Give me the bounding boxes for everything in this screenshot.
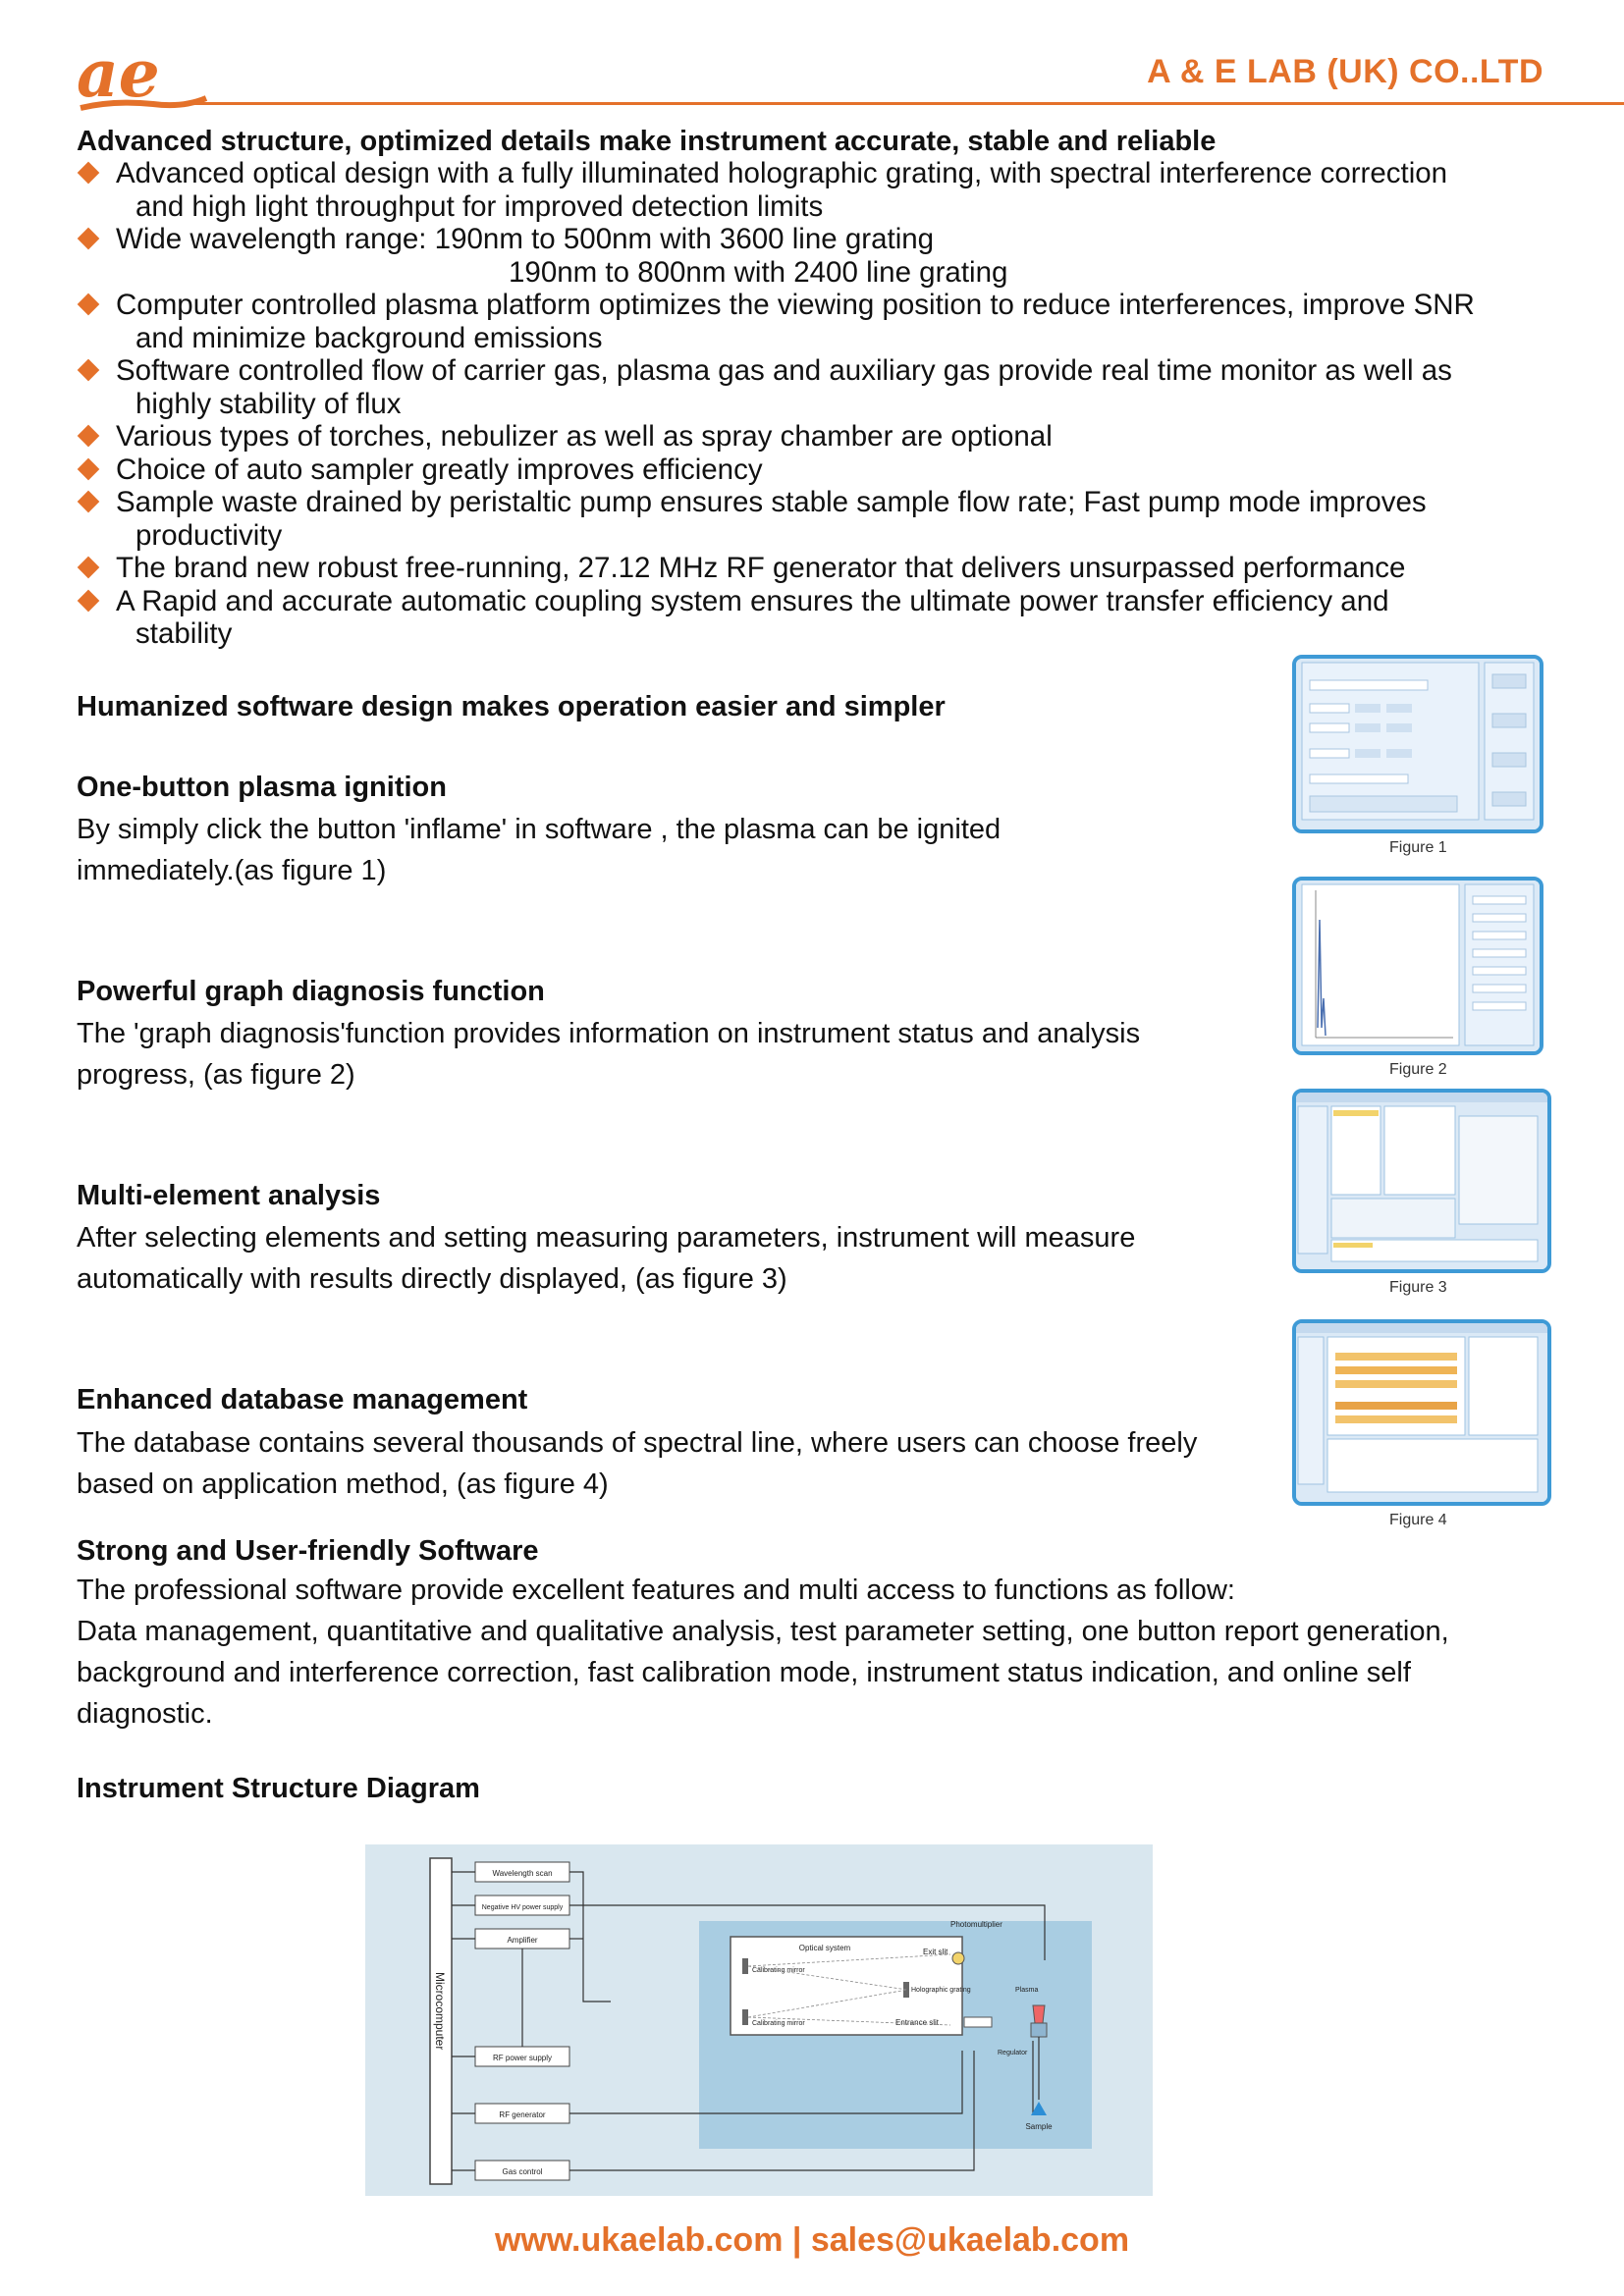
figure-caption: Figure 4	[1389, 1512, 1447, 1528]
photomultiplier-label: Photomultiplier	[950, 1920, 1002, 1929]
microcomputer-label: Microcomputer	[433, 1972, 447, 2051]
feature-bullet	[77, 585, 1569, 651]
module-box	[475, 1896, 569, 1915]
bullet-text: Various types of torches, nebulizer as well as spray chamber are optional	[116, 420, 1053, 453]
item-title-multi-element: Multi-element analysis	[77, 1180, 381, 1211]
figure-caption: Figure 3	[1389, 1279, 1447, 1296]
plasma-label: Plasma	[1015, 1987, 1039, 1994]
section-heading-user-friendly-software: Strong and User-friendly Software	[77, 1535, 539, 1567]
item-body-graph-diagnosis: progress, (as figure 2)	[77, 1059, 355, 1091]
bullet-text-continued: 190nm to 800nm with 2400 line grating	[509, 255, 1008, 289]
bullet-text: Computer controlled plasma platform optimizes the viewing position to reduce interferences, improve SNR	[116, 289, 1475, 321]
section-heading-structure-diagram: Instrument Structure Diagram	[77, 1773, 480, 1804]
feature-bullet	[77, 223, 1569, 289]
section-heading-humanized-software: Humanized software design makes operation easier and simpler	[77, 691, 946, 722]
item-body-multi-element: After selecting elements and setting measuring parameters, instrument will measure	[77, 1222, 1136, 1254]
bullet-text-continued: productivity	[135, 518, 283, 552]
wavelength-scan-label: Wavelength scan	[492, 1869, 553, 1878]
bullet-text: The brand new robust free-running, 27.12 MHz RF generator that delivers unsurpassed performance	[116, 552, 1406, 584]
calibrating-mirror-label: Calibrating mirror	[752, 2020, 805, 2027]
bullet-text-continued: and minimize background emissions	[135, 321, 603, 354]
figure-caption: Figure 2	[1389, 1061, 1447, 1078]
feature-bullet	[77, 552, 1569, 585]
item-title-plasma-ignition: One-button plasma ignition	[77, 772, 447, 803]
header-divider	[192, 102, 1624, 105]
company-logo	[75, 39, 212, 120]
feature-bullet-list	[77, 157, 1569, 651]
feature-bullet	[77, 454, 1569, 487]
bullet-text-continued: stability	[135, 617, 233, 650]
multi-element-window-image	[1296, 1093, 1547, 1269]
figure-1-screenshot	[1292, 655, 1543, 833]
module-box	[475, 2161, 569, 2180]
bullet-text: Wide wavelength range: 190nm to 500nm with 3600 line grating	[116, 223, 935, 255]
bullet-text: Sample waste drained by peristaltic pump ensures stable sample flow rate; Fast pump mode improves	[116, 486, 1427, 518]
feature-bullet	[77, 157, 1569, 223]
company-name: A & E LAB (UK) CO..LTD	[1147, 53, 1543, 90]
feature-bullet	[77, 289, 1569, 354]
module-box	[475, 1862, 569, 1882]
database-window-image	[1296, 1323, 1547, 1502]
software-description: The professional software provide excellent features and multi access to functions as follow:	[77, 1575, 1235, 1606]
torch-body-shape	[1031, 2023, 1047, 2037]
rf-power-supply-label: RF power supply	[492, 2054, 553, 2062]
amplifier-label: Amplifier	[507, 1936, 538, 1945]
footer-contact: www.ukaelab.com | sales@ukaelab.com	[494, 2221, 1130, 2259]
figure-3-screenshot	[1292, 1089, 1551, 1273]
module-box	[475, 1929, 569, 1949]
item-title-database: Enhanced database management	[77, 1384, 528, 1415]
bullet-text: A Rapid and accurate automatic coupling system ensures the ultimate power transfer efficiency and	[116, 584, 1389, 617]
bullet-text-continued: highly stability of flux	[135, 387, 402, 420]
calibrating-mirror-label: Calibrating mirror	[752, 1967, 805, 1974]
logo-text: ae	[77, 39, 160, 112]
software-description: Data management, quantitative and qualitative analysis, test parameter setting, one button report generation,	[77, 1616, 1449, 1647]
plasma-torch-shape	[1033, 2005, 1045, 2023]
holographic-grating-label: Holographic grating	[911, 1987, 971, 1994]
instrument-structure-diagram	[365, 1844, 1153, 2196]
bullet-text: Advanced optical design with a fully illuminated holographic grating, with spectral interference correction	[116, 157, 1448, 189]
exit-slit-label: Exit slit	[923, 1948, 948, 1956]
figure-caption: Figure 1	[1389, 839, 1447, 856]
item-body-multi-element: automatically with results directly displayed, (as figure 3)	[77, 1263, 787, 1295]
photomultiplier-shape	[952, 1952, 964, 1964]
negative-hv-label: Negative HV power supply	[481, 1904, 564, 1911]
item-body-database: The database contains several thousands of spectral line, where users can choose freely	[77, 1427, 1198, 1459]
optical-system-label: Optical system	[798, 1944, 851, 1952]
bullet-text: Software controlled flow of carrier gas, plasma gas and auxiliary gas provide real time monitor as well as	[116, 354, 1452, 387]
rf-generator-label: RF generator	[499, 2110, 546, 2119]
item-body-plasma-ignition: By simply click the button 'inflame' in software , the plasma can be ignited	[77, 814, 1001, 845]
item-title-graph-diagnosis: Powerful graph diagnosis function	[77, 976, 545, 1007]
software-ignition-window-image	[1296, 659, 1540, 829]
section-heading-advanced-structure: Advanced structure, optimized details make instrument accurate, stable and reliable	[77, 126, 1217, 157]
software-description: diagnostic.	[77, 1698, 213, 1730]
entrance-tube-shape	[964, 2017, 992, 2027]
module-box	[475, 2047, 569, 2066]
regulator-label: Regulator	[998, 2050, 1028, 2056]
bullet-text-continued: and high light throughput for improved detection limits	[135, 189, 824, 223]
mirror-shape	[742, 1958, 748, 1974]
figure-2-screenshot	[1292, 877, 1543, 1055]
mirror-shape	[742, 2009, 748, 2025]
feature-bullet	[77, 420, 1569, 454]
feature-bullet	[77, 486, 1569, 552]
figure-4-screenshot	[1292, 1319, 1551, 1506]
gas-control-label: Gas control	[502, 2167, 543, 2176]
sample-label: Sample	[1025, 2122, 1053, 2131]
software-description: background and interference correction, fast calibration mode, instrument status indication, and online self	[77, 1657, 1411, 1688]
item-body-plasma-ignition: immediately.(as figure 1)	[77, 855, 387, 886]
bullet-text: Choice of auto sampler greatly improves efficiency	[116, 453, 763, 486]
item-body-database: based on application method, (as figure 4)	[77, 1468, 609, 1500]
item-body-graph-diagnosis: The 'graph diagnosis'function provides information on instrument status and analysis	[77, 1018, 1141, 1049]
graph-diagnosis-window-image	[1296, 881, 1540, 1051]
module-box	[475, 2104, 569, 2123]
entrance-slit-label: Entrance slit	[895, 2018, 940, 2027]
feature-bullet	[77, 354, 1569, 420]
